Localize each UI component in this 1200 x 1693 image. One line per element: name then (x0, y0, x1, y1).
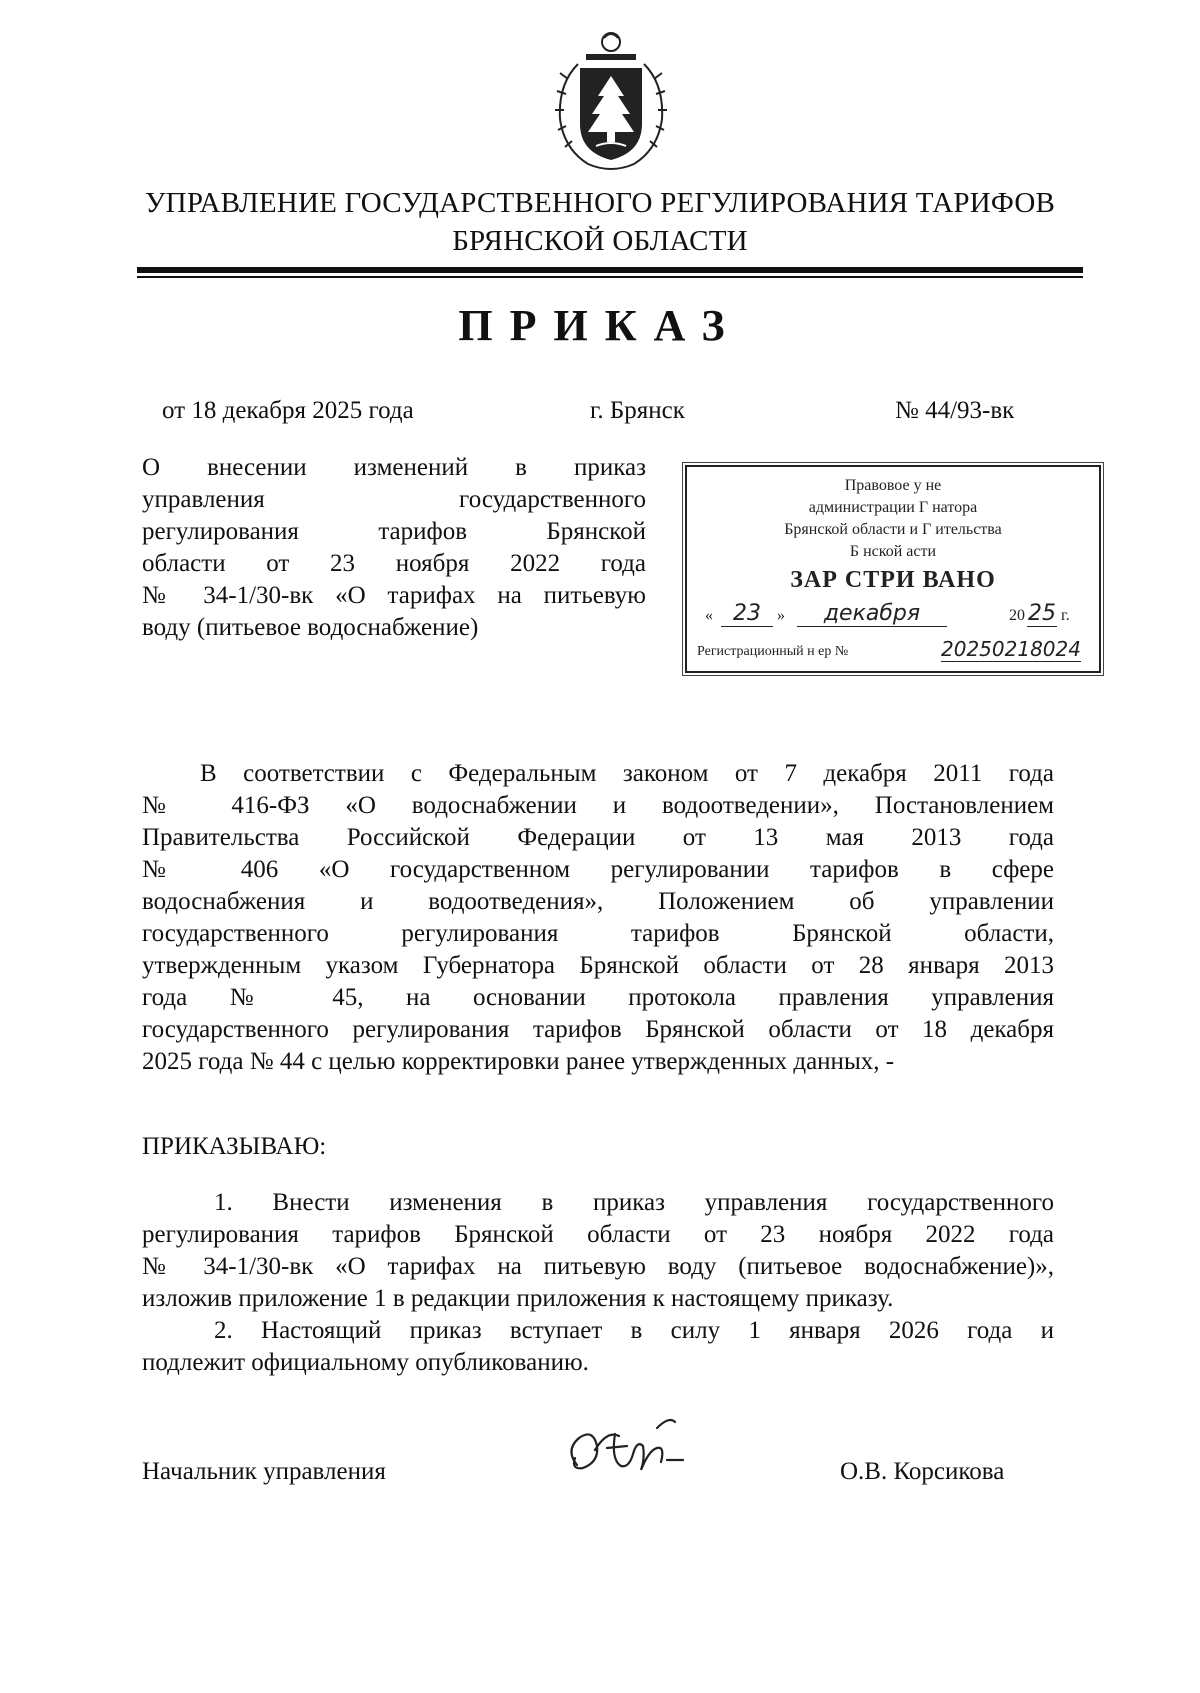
preamble-line: В соответствии с Федеральным законом от 7 декабря 2011 года (200, 760, 1054, 787)
preamble-line: года № 45, на основании протокола правления управления (142, 984, 1054, 1011)
preamble-line: № 406 «О государственном регулировании тарифов в сфере (142, 856, 1054, 883)
stamp-line: Правовое у не (844, 477, 942, 494)
stamp-year-end: г. (1061, 607, 1070, 624)
subject-line: № 34-1/30-вк «О тарифах на питьевую (142, 582, 646, 609)
preamble-line: государственного регулирования тарифов Брянской области, (142, 920, 1054, 947)
org-name-line2: БРЯНСКОЙ ОБЛАСТИ (452, 225, 748, 257)
stamp-reg-label: Регистрационный н ер № (697, 644, 849, 659)
preamble (142, 758, 1054, 1078)
stamp-quote-close: » (777, 607, 785, 624)
stamp-year-prefix: 20 (1009, 607, 1025, 624)
subject-line: управления государственного (142, 486, 646, 513)
item-line: 1. Внести изменения в приказ управления государственного (214, 1189, 1054, 1216)
stamp-status: ЗАР СТРИ ВАНО (790, 567, 996, 593)
document-number: № 44/93-вк (895, 397, 1015, 424)
subject-line: воду (питьевое водоснабжение) (142, 614, 479, 641)
handwritten-signature (557, 1410, 717, 1490)
document-city: г. Брянск (590, 397, 685, 424)
stamp-month: декабря (797, 601, 947, 627)
document-date: от 18 декабря 2025 года (162, 397, 414, 424)
preamble-line: Правительства Российской Федерации от 13 мая 2013 года (142, 824, 1054, 851)
coat-of-arms-icon (538, 24, 684, 174)
header-rule-thin (137, 276, 1083, 278)
stamp-day: 23 (721, 601, 773, 627)
subject-line: области от 23 ноября 2022 года (142, 550, 646, 577)
item-line: № 34-1/30-вк «О тарифах на питьевую воду (питьевое водоснабжение)», (142, 1253, 1054, 1280)
stamp-year-suffix: 25 (1028, 601, 1056, 626)
order-word: ПРИКАЗЫВАЮ: (142, 1133, 327, 1160)
preamble-line: водоснабжения и водоотведения», Положением об управлении (142, 888, 1054, 915)
stamp-line: Б нской асти (849, 543, 937, 560)
org-name-line1: УПРАВЛЕНИЕ ГОСУДАРСТВЕННОГО РЕГУЛИРОВАНИЯ ТАРИФОВ (144, 187, 1056, 219)
item-line: регулирования тарифов Брянской области от 23 ноября 2022 года (142, 1221, 1054, 1248)
item-line: 2. Настоящий приказ вступает в силу 1 января 2026 года и (214, 1317, 1054, 1344)
item-line: изложив приложение 1 в редакции приложения к настоящему приказу. (142, 1285, 894, 1312)
stamp-quote-open: « (705, 607, 713, 624)
signatory-position: Начальник управления (142, 1458, 386, 1485)
stamp-line: администрации Г натора (808, 499, 978, 516)
header-rule-thick (137, 267, 1083, 273)
document-subject (142, 452, 646, 644)
preamble-line: государственного регулирования тарифов Брянской области от 18 декабря (142, 1016, 1054, 1043)
subject-line: регулирования тарифов Брянской (142, 518, 646, 545)
preamble-line: № 416-ФЗ «О водоснабжении и водоотведении», Постановлением (142, 792, 1054, 819)
item-line: подлежит официальному опубликованию. (142, 1349, 589, 1376)
document-title: ПРИКАЗ (458, 301, 742, 350)
preamble-line: 2025 года № 44 с целью корректировки ранее утвержденных данных, - (142, 1048, 895, 1075)
subject-line: О внесении изменений в приказ (142, 454, 646, 481)
registration-stamp (685, 465, 1101, 673)
preamble-line: утвержденным указом Губернатора Брянской области от 28 января 2013 (142, 952, 1054, 979)
signatory-name: О.В. Корсикова (840, 1458, 1005, 1485)
order-items (142, 1187, 1054, 1379)
stamp-line: Брянской области и Г ительства (784, 521, 1002, 538)
stamp-reg-number: 20250218024 (941, 637, 1081, 661)
